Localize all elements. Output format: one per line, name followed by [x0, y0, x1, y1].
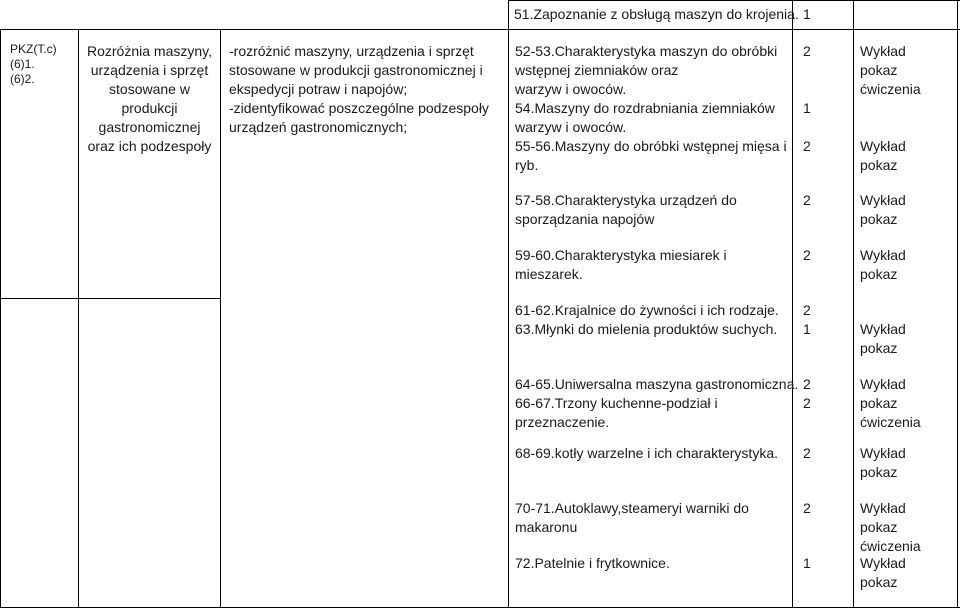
topic-line: ryb.: [515, 157, 539, 173]
hours-value: 1: [803, 100, 811, 116]
top-row-hours: 1: [803, 6, 811, 22]
table-column-divider: [853, 0, 854, 608]
unit-line: Rozróżnia maszyny,: [86, 43, 212, 59]
table-border-bottom: [0, 607, 960, 608]
hours-value: 2: [803, 376, 811, 392]
topic-line: 68-69.kotły warzelne i ich charakterystyka.: [515, 445, 778, 461]
topic-line: makaronu: [515, 519, 578, 535]
topic-line: 70-71.Autoklawy,steameryi warniki do: [515, 500, 749, 516]
form-line: Wykład: [860, 500, 906, 516]
form-line: Wykład: [860, 138, 906, 154]
form-line: pokaz: [860, 211, 898, 227]
hours-value: 1: [803, 555, 811, 571]
form-line: ćwiczenia: [860, 538, 921, 554]
topic-line: sporządzania napojów: [515, 211, 655, 227]
criteria-line: -zidentyfikować poszczególne podzespoły: [229, 100, 489, 116]
form-line: Wykład: [860, 555, 906, 571]
unit-line: oraz ich podzespoły: [87, 138, 212, 154]
topic-line: 55-56.Maszyny do obróbki wstępnej mięsa i: [515, 138, 787, 154]
topic-line: 64-65.Uniwersalna maszyna gastronomiczna.: [515, 376, 799, 392]
hours-value: 2: [803, 302, 811, 318]
topic-line: wstępnej ziemniaków oraz: [515, 62, 679, 78]
criteria-line: -rozróżnić maszyny, urządzenia i sprzęt: [229, 43, 474, 59]
form-line: pokaz: [860, 395, 898, 411]
table-border-right: [957, 0, 958, 608]
form-line: pokaz: [860, 62, 898, 78]
topic-line: 52-53.Charakterystyka maszyn do obróbki: [515, 43, 778, 59]
topic-line: 61-62.Krajalnice do żywności i ich rodzaje.: [515, 302, 779, 318]
top-row-topic: 51.Zapoznanie z obsługą maszyn do krojenia.: [514, 6, 799, 22]
form-line: pokaz: [860, 574, 898, 590]
form-line: pokaz: [860, 340, 898, 356]
hours-value: 2: [803, 500, 811, 516]
topic-line: 66-67.Trzony kuchenne-podział i: [515, 395, 718, 411]
table-column-divider: [792, 0, 793, 608]
form-line: Wykład: [860, 43, 906, 59]
code-line: PKZ(T.c): [10, 42, 57, 56]
form-line: Wykład: [860, 321, 906, 337]
topic-line: 54.Maszyny do rozdrabniania ziemniaków: [515, 100, 775, 116]
form-line: pokaz: [860, 266, 898, 282]
hours-value: 2: [803, 247, 811, 263]
unit-line: stosowane w: [109, 81, 190, 97]
hours-value: 2: [803, 192, 811, 208]
table-row-divider: [0, 29, 960, 30]
form-line: Wykład: [860, 376, 906, 392]
topic-line: 57-58.Charakterystyka urządzeń do: [515, 192, 737, 208]
code-line: (6)2.: [10, 72, 35, 86]
form-line: pokaz: [860, 157, 898, 173]
unit-line: urządzenia i sprzęt: [90, 62, 209, 78]
code-line: (6)1.: [10, 57, 35, 71]
criteria-line: ekspedycji potraw i napojów;: [229, 81, 408, 97]
table-column-divider: [220, 29, 221, 608]
hours-value: 1: [803, 321, 811, 337]
form-line: pokaz: [860, 519, 898, 535]
topic-line: warzyw i owoców.: [515, 81, 627, 97]
form-line: Wykład: [860, 192, 906, 208]
hours-value: 2: [803, 138, 811, 154]
table-border-top: [508, 0, 960, 1]
form-line: Wykład: [860, 247, 906, 263]
form-line: Wykład: [860, 445, 906, 461]
unit-line: gastronomicznej: [98, 119, 201, 135]
topic-line: mieszarek.: [515, 266, 583, 282]
topic-line: przeznaczenie.: [515, 414, 610, 430]
criteria-line: urządzeń gastronomicznych;: [229, 119, 408, 135]
hours-value: 2: [803, 445, 811, 461]
topic-line: warzyw i owoców.: [515, 119, 627, 135]
hours-value: 2: [803, 43, 811, 59]
form-line: pokaz: [860, 464, 898, 480]
table-column-divider: [508, 0, 509, 608]
criteria-line: stosowane w produkcji gastronomicznej i: [229, 62, 483, 78]
topic-line: 72.Patelnie i frytkownice.: [515, 555, 670, 571]
table-row-divider: [0, 298, 220, 299]
form-line: ćwiczenia: [860, 414, 921, 430]
topic-line: 59-60.Charakterystyka miesiarek i: [515, 247, 727, 263]
topic-line: 63.Młynki do mielenia produktów suchych.: [515, 321, 778, 337]
hours-value: 2: [803, 395, 811, 411]
unit-line: produkcji: [121, 100, 178, 116]
table-border-left: [0, 29, 1, 608]
form-line: ćwiczenia: [860, 81, 921, 97]
